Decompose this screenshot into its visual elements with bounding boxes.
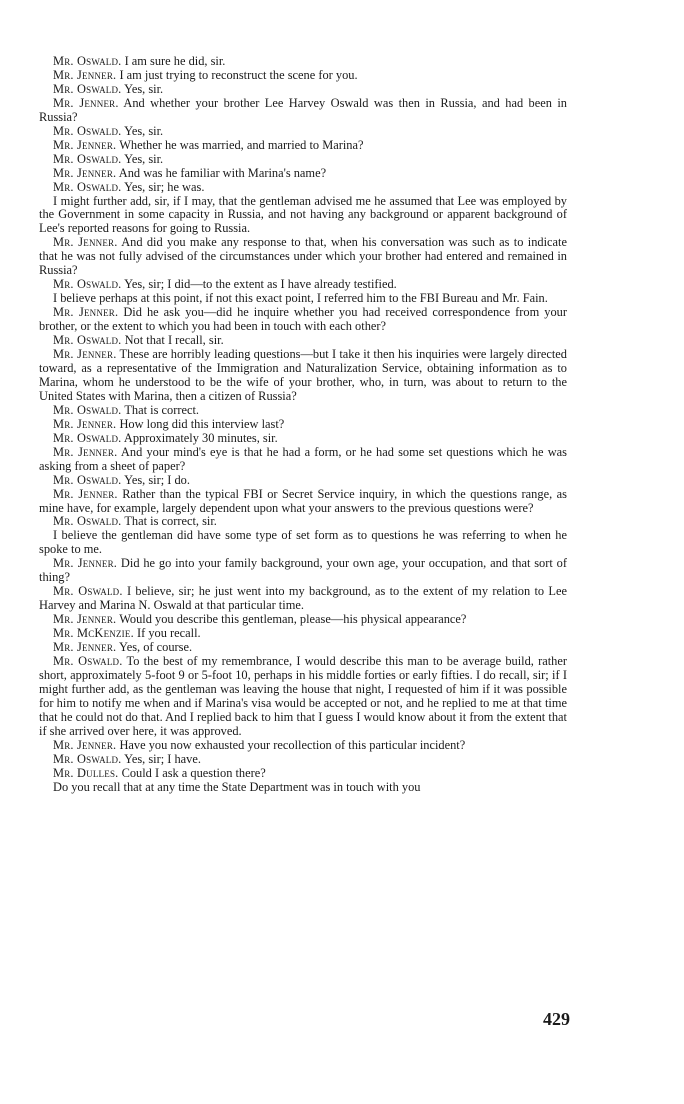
- speaker-name: Mr. Jenner.: [53, 486, 118, 501]
- speaker-name: Mr. Jenner.: [53, 95, 119, 110]
- speaker-name: Mr. Oswald.: [53, 179, 122, 194]
- transcript-paragraph: [39, 83, 567, 97]
- paragraph-text: To the best of my remembrance, I would describe this man to be average build, rather short, approximately 5-foot 9 or 5-foot 10, perhaps in his middle forties or early fifties. I do recall, sir; if I might further add, as the gentleman was leaving the house that night, I requested of him if it was possible for him to notify me when and if Marina's visa would be accepted or not, and he replied to me at that time that he could not do that. And I replied back to him that I guess I would know about it from the extent that if she arrived over here, it was approved.: [39, 653, 567, 738]
- transcript-paragraph: [39, 767, 567, 781]
- transcript-paragraph: [39, 97, 567, 125]
- speaker-name: Mr. Oswald.: [53, 81, 122, 96]
- paragraph-text: Yes, sir; I do.: [124, 472, 190, 487]
- paragraph-text: I am just trying to reconstruct the scene for you.: [119, 67, 358, 82]
- speaker-name: Mr. Oswald.: [53, 751, 122, 766]
- paragraph-text: Could I ask a question there?: [121, 765, 266, 780]
- paragraph-text: Yes, sir; he was.: [124, 179, 205, 194]
- paragraph-text: How long did this interview last?: [119, 416, 285, 431]
- transcript-paragraph: [39, 585, 567, 613]
- paragraph-text: And whether your brother Lee Harvey Oswald was then in Russia, and had been in Russia?: [39, 95, 567, 124]
- speaker-name: Mr. Jenner.: [53, 67, 117, 82]
- page-number: 429: [543, 1009, 570, 1029]
- speaker-name: Mr. Oswald.: [53, 653, 123, 668]
- speaker-name: Mr. Oswald.: [53, 514, 122, 529]
- paragraph-text: And your mind's eye is that he had a form, or he had some set questions which he was asking from a sheet of paper?: [39, 444, 567, 473]
- paragraph-text: Approximately 30 minutes, sir.: [123, 430, 278, 445]
- paragraph-text: Would you describe this gentleman, please—his physical appearance?: [119, 612, 467, 627]
- paragraph-text: And did you make any response to that, when his conversation was such as to indicate that he was not fully advised of the circumstances under which your brother had entered and remained in Russia?: [39, 235, 567, 278]
- transcript-paragraph: [39, 139, 567, 153]
- transcript-paragraph: [39, 488, 567, 516]
- speaker-name: Mr. Jenner.: [53, 305, 119, 320]
- transcript-paragraph: [39, 334, 567, 348]
- transcript-paragraph: [39, 655, 567, 739]
- transcript-paragraph: [39, 167, 567, 181]
- paragraph-text: Have you now exhausted your recollection of this particular incident?: [119, 737, 466, 752]
- transcript-paragraph: [39, 515, 567, 529]
- speaker-name: Mr. Oswald.: [53, 123, 122, 138]
- paragraph-text: Yes, sir.: [124, 151, 164, 166]
- paragraph-text: Did he go into your family background, your own age, your occupation, and that sort of thing?: [39, 556, 567, 585]
- transcript-paragraph: [39, 474, 567, 488]
- speaker-name: Mr. Oswald.: [53, 402, 122, 417]
- speaker-name: Mr. Jenner.: [53, 235, 118, 250]
- paragraph-text: Did he ask you—did he inquire whether you had received correspondence from your brother, or the extent to which you had been in touch with each other?: [39, 305, 568, 334]
- transcript-paragraph: [39, 781, 567, 795]
- speaker-name: Mr. Oswald.: [53, 584, 123, 599]
- transcript-paragraph: [39, 418, 567, 432]
- speaker-name: Mr. Jenner.: [53, 416, 117, 431]
- transcript-paragraph: [39, 55, 567, 69]
- paragraph-text: Not that I recall, sir.: [124, 333, 224, 348]
- transcript-paragraph: [39, 195, 567, 237]
- speaker-name: Mr. Jenner.: [53, 137, 117, 152]
- transcript-body: [39, 55, 567, 795]
- speaker-name: Mr. Oswald.: [53, 430, 122, 445]
- transcript-paragraph: [39, 278, 567, 292]
- paragraph-text: And was he familiar with Marina's name?: [118, 165, 327, 180]
- paragraph-text: Do you recall that at any time the State Department was in touch with you: [53, 779, 421, 794]
- paragraph-text: I believe the gentleman did have some type of set form as to questions he was referring to when he spoke to me.: [39, 528, 567, 557]
- paragraph-text: Whether he was married, and married to Marina?: [119, 137, 364, 152]
- paragraph-text: Rather than the typical FBI or Secret Service inquiry, in which the questions range, as mine have, for example, largely dependent upon what your answers to the previous questions were?: [39, 486, 567, 515]
- paragraph-text: That is correct, sir.: [124, 514, 217, 529]
- speaker-name: Mr. Oswald.: [53, 151, 122, 166]
- paragraph-text: I believe perhaps at this point, if not this exact point, I referred him to the FBI Bureau and Mr. Fain.: [53, 291, 548, 306]
- speaker-name: Mr. Oswald.: [53, 333, 122, 348]
- speaker-name: Mr. Jenner.: [53, 347, 117, 362]
- paragraph-text: I might further add, sir, if I may, that the gentleman advised me he assumed that Lee was employed by the Government in some capacity in Russia, and not having any background or apparent background of Lee's reported reasons for going to Russia.: [39, 193, 567, 236]
- speaker-name: Mr. Jenner.: [53, 640, 117, 655]
- transcript-paragraph: [39, 236, 567, 278]
- paragraph-text: Yes, sir.: [124, 81, 164, 96]
- paragraph-text: That is correct.: [124, 402, 199, 417]
- speaker-name: Mr. Oswald.: [53, 472, 122, 487]
- paragraph-text: I am sure he did, sir.: [124, 54, 226, 68]
- paragraph-text: These are horribly leading questions—but I take it then his inquiries were largely directed toward, as a representative of the Immigration and Naturalization Service, obtaining information as to Marina, whom he understood to be the wife of your brother, who, in turn, was about to return to the United States with Marina, then a citizen of Russia?: [39, 347, 568, 403]
- transcript-paragraph: [39, 613, 567, 627]
- paragraph-text: Yes, sir.: [124, 123, 164, 138]
- speaker-name: Mr. Jenner.: [53, 444, 118, 459]
- transcript-paragraph: [39, 153, 567, 167]
- paragraph-text: Yes, sir; I did—to the extent as I have already testified.: [124, 277, 397, 292]
- transcript-paragraph: [39, 529, 567, 557]
- transcript-paragraph: [39, 753, 567, 767]
- speaker-name: Mr. Dulles.: [53, 765, 119, 780]
- transcript-paragraph: [39, 557, 567, 585]
- transcript-paragraph: [39, 404, 567, 418]
- transcript-paragraph: [39, 432, 567, 446]
- transcript-paragraph: [39, 292, 567, 306]
- paragraph-text: I believe, sir; he just went into my background, as to the extent of my relation to Lee Harvey and Marina N. Oswald at that particular time.: [39, 584, 567, 613]
- speaker-name: Mr. Oswald.: [53, 277, 122, 292]
- speaker-name: Mr. Jenner.: [53, 556, 118, 571]
- transcript-paragraph: [39, 125, 567, 139]
- transcript-paragraph: [39, 641, 567, 655]
- transcript-paragraph: [39, 69, 567, 83]
- transcript-paragraph: [39, 181, 567, 195]
- speaker-name: Mr. Jenner.: [53, 737, 117, 752]
- paragraph-text: Yes, sir; I have.: [124, 751, 201, 766]
- transcript-paragraph: [39, 446, 567, 474]
- transcript-paragraph: [39, 348, 567, 404]
- transcript-paragraph: [39, 306, 567, 334]
- paragraph-text: If you recall.: [136, 626, 201, 641]
- transcript-paragraph: [39, 739, 567, 753]
- speaker-name: Mr. Jenner.: [53, 612, 117, 627]
- speaker-name: Mr. Jenner.: [53, 165, 117, 180]
- speaker-name: Mr. McKenzie.: [53, 626, 134, 641]
- speaker-name: Mr. Oswald.: [53, 54, 122, 68]
- paragraph-text: Yes, of course.: [118, 640, 193, 655]
- transcript-paragraph: [39, 627, 567, 641]
